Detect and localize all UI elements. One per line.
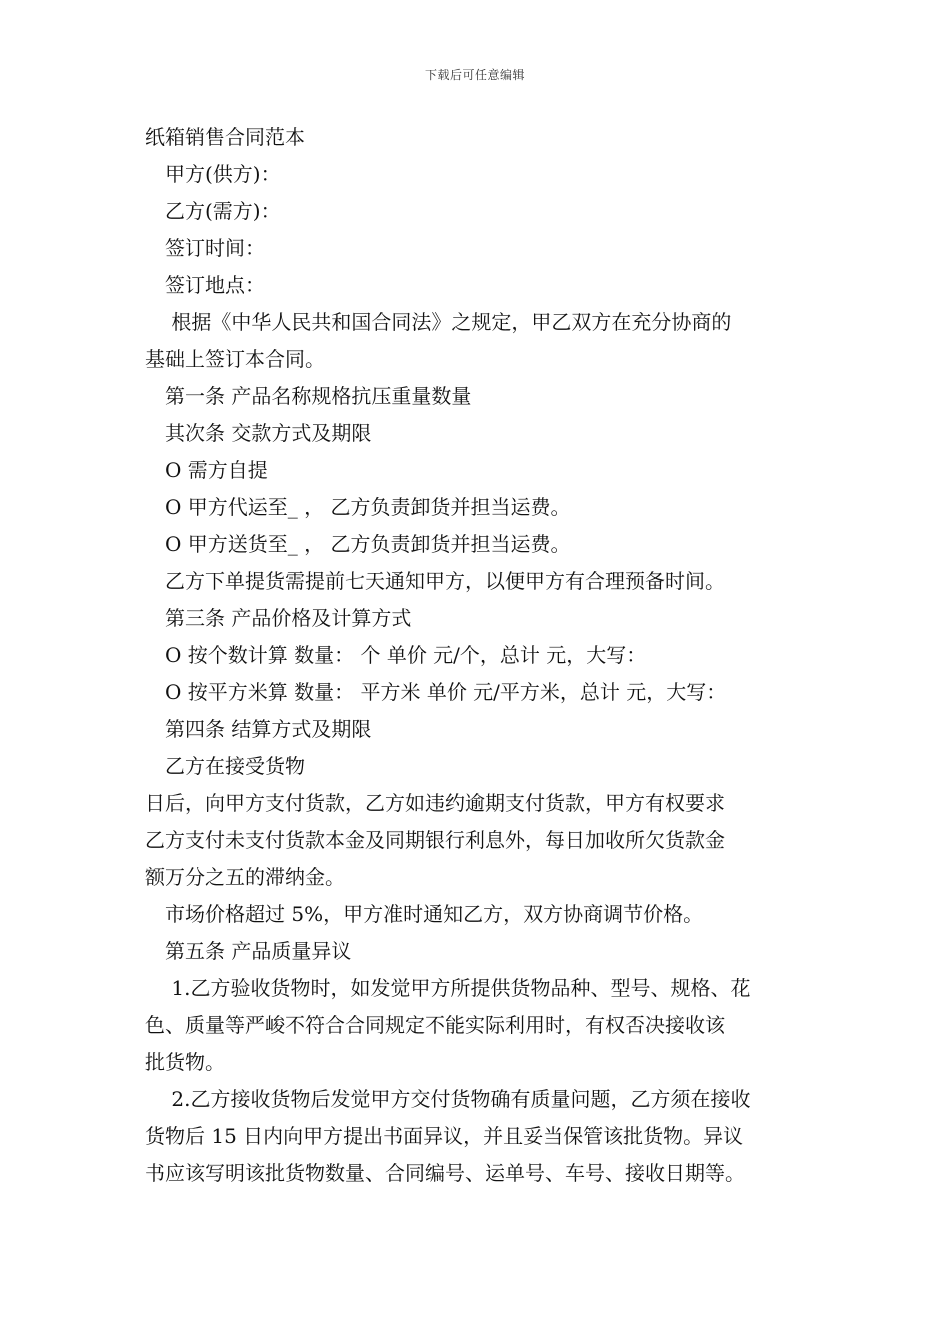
option-per-square-meter: O 按平方米算 数量： 平方米 单价 元/平方米，总计 元，大写：: [165, 680, 727, 704]
settlement-line-2: 日后，向甲方支付货款，乙方如违约逾期支付货款，甲方有权要求: [145, 791, 725, 815]
party-a-line: 甲方(供方)：: [165, 162, 281, 186]
settlement-line-1: 乙方在接受货物: [165, 754, 305, 778]
quality-clause-2-line-1: 2.乙方接收货物后发觉甲方交付货物确有质量问题，乙方须在接收: [165, 1087, 751, 1111]
order-notice-line: 乙方下单提货需提前七天通知甲方，以便甲方有合理预备时间。: [165, 569, 725, 593]
option-per-piece: O 按个数计算 数量： 个 单价 元/个，总计 元，大写：: [165, 643, 647, 667]
settlement-line-4: 额万分之五的滞纳金。: [145, 865, 345, 889]
article-2-heading: 其次条 交款方式及期限: [165, 421, 372, 445]
option-self-pickup: O 需方自提: [165, 458, 268, 482]
quality-clause-1-line-2: 色、质量等严峻不符合合同规定不能实际利用时，有权否决接收该: [145, 1013, 725, 1037]
quality-clause-1-line-1: 1.乙方验收货物时，如发觉甲方所提供货物品种、型号、规格、花: [165, 976, 751, 1000]
option-agent-shipping: O 甲方代运至_ ， 乙方负责卸货并担当运费。: [165, 495, 571, 519]
party-b-line: 乙方(需方)：: [165, 199, 281, 223]
document-title: 纸箱销售合同范本: [145, 125, 305, 149]
quality-clause-2-line-2: 货物后 15 日内向甲方提出书面异议，并且妥当保管该批货物。异议: [145, 1124, 744, 1148]
header-note: 下载后可任意编辑: [424, 68, 525, 82]
preamble-line-2: 基础上签订本合同。: [145, 347, 325, 371]
article-4-heading: 第四条 结算方式及期限: [165, 717, 372, 741]
article-5-heading: 第五条 产品质量异议: [165, 939, 352, 963]
signing-place-line: 签订地点：: [165, 273, 265, 297]
quality-clause-1-line-3: 批货物。: [145, 1050, 225, 1074]
price-adjust-line: 市场价格超过 5%，甲方准时通知乙方，双方协商调节价格。: [165, 902, 704, 926]
option-delivery: O 甲方送货至_ ， 乙方负责卸货并担当运费。: [165, 532, 571, 556]
quality-clause-2-line-3: 书应该写明该批货物数量、合同编号、运单号、车号、接收日期等。: [145, 1161, 745, 1185]
document-body: [145, 119, 835, 1192]
preamble-line-1: 根据《中华人民共和国合同法》之规定，甲乙双方在充分协商的: [165, 310, 732, 334]
signing-time-line: 签订时间：: [165, 236, 265, 260]
article-3-heading: 第三条 产品价格及计算方式: [165, 606, 412, 630]
settlement-line-3: 乙方支付未支付货款本金及同期银行利息外，每日加收所欠货款金: [145, 828, 725, 852]
article-1-heading: 第一条 产品名称规格抗压重量数量: [165, 384, 472, 408]
